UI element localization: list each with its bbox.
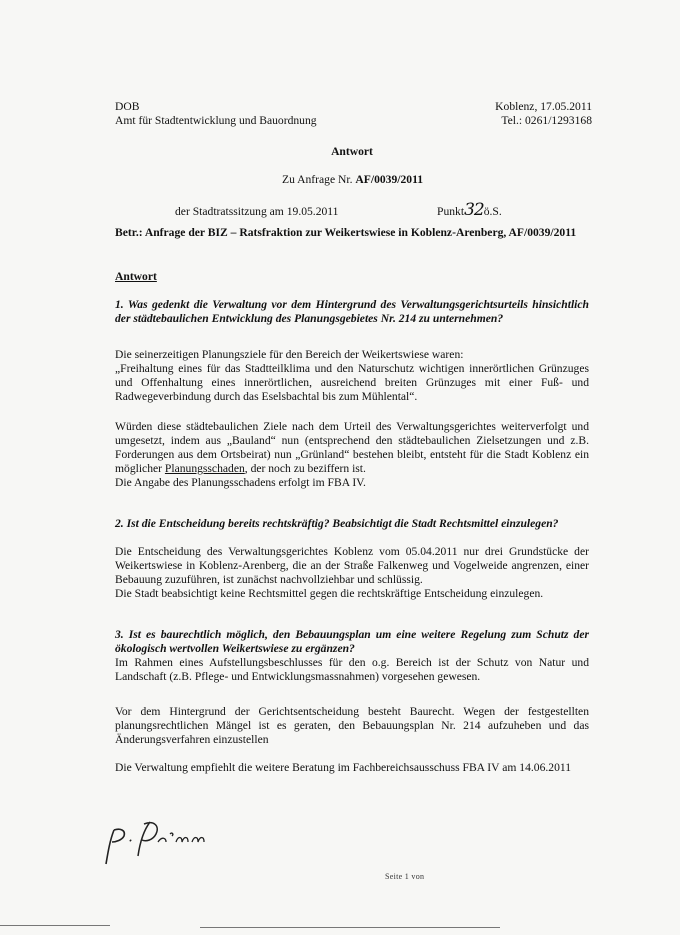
answer-1-goals [115,348,589,404]
agenda-point [437,200,502,220]
point-number-handwritten: 32 [464,200,484,220]
answer-3-protection: Im Rahmen eines Aufstellungsbeschlusses für den o.g. Bereich ist der Schutz von Natur und Landschaft (z.B. Pflege- und Entwicklungsmassnahmen) vorgesehen gewesen. [115,656,589,683]
bottom-edge-line-right [200,927,500,928]
answer-heading: Antwort [115,270,157,283]
question-1: 1. Was gedenkt die Verwaltung vor dem Hintergrund des Verwaltungsgerichtsurteils hinsichtlich der städtebaulichen Entwicklung des Planungsgebietes Nr. 214 zu unternehmen? [115,298,589,325]
answer-2-decision: Die Entscheidung des Verwaltungsgerichtes Koblenz vom 05.04.2011 nur drei Grundstücke der Weikertswiese in Koblenz-Arenberg, die an der Straße Falkenweg und Vogelweide angrenzen, einer Bebauung zuzuführen, ist zunächst nachvollziehbar und schlüssig. [115,545,589,586]
subject-label: Betr.: [115,226,143,239]
place-date: Koblenz, 17.05.2011 [495,100,592,113]
signature [100,812,250,872]
request-prefix: Zu Anfrage Nr. [282,173,356,186]
subject-line [115,226,580,240]
answer-1-quote: „Freihaltung eines für das Stadtteilklima und den Naturschutz wichtigen innerörtlichen Grünzuges und Offenhaltung eines innerörtlichen, ausreichend breiten Grünzuges mit einer Fuß- und Radwegeverbindung durch das Eselsbachtal bis zum Mühlental“. [115,362,589,403]
answer-3-building-rights: Vor dem Hintergrund der Gerichtsentscheidung besteht Baurecht. Wegen der festgestellten planungsrechtlichen Mängel ist es geraten, den Bebauungsplan Nr. 214 aufzuheben und das Änderungsverfahren einzustellen [115,705,589,746]
request-number: AF/0039/2011 [355,173,424,186]
answer-3-recommendation: Die Verwaltung empfiehlt die weitere Beratung im Fachbereichsausschuss FBA IV am 14.06.2011 [115,761,572,774]
question-3: 3. Ist es baurechtlich möglich, den Bebauungsplan um eine weitere Regelung zum Schutz der ökologisch wertvollen Weikertswiese zu ergänzen? [115,628,589,655]
answer-1-term: Planungsschaden [164,462,245,475]
answer-1-text-a: Würden diese städtebaulichen Ziele nach dem Urteil des Verwaltungsgerichtes weiterverfolgt und umgesetzt, indem aus „Bauland“ nun (entsprechend den städtebaulichen Zielsetzungen und z.B. Forderungen aus dem Ortsbeirat) nun „Grünland“ bestehen bleibt, entsteht für die Stadt Koblenz ein möglicher [115,420,589,475]
document-title: Antwort [331,145,373,158]
department-name: Amt für Stadtentwicklung und Bauordnung [115,114,317,127]
subject-text: Anfrage der BIZ – Ratsfraktion zur Weikertswiese in Koblenz-Arenberg, AF/0039/2011 [144,226,577,239]
page-footer: Seite 1 von [385,872,425,881]
answer-1-note: Die Angabe des Planungsschadens erfolgt im FBA IV. [115,476,366,489]
phone-number: Tel.: 0261/1293168 [501,114,592,127]
session-date: der Stadtratssitzung am 19.05.2011 [175,205,339,218]
point-suffix: ö.S. [483,205,502,218]
answer-1-text-b: , der noch zu beziffern ist. [244,462,366,475]
answer-1-lead: Die seinerzeitigen Planungsziele für den Bereich der Weikertswiese waren: [115,348,464,361]
answer-2-appeal: Die Stadt beabsichtigt keine Rechtsmittel gegen die rechtskräftige Entscheidung einzulegen. [115,587,544,600]
bottom-edge-line-left [0,925,110,926]
answer-1-damage [115,420,589,476]
question-2: 2. Ist die Entscheidung bereits rechtskräftig? Beabsichtigt die Stadt Rechtsmittel einzulegen? [115,517,559,530]
point-label: Punkt [437,205,465,218]
request-reference [282,173,423,187]
department-code: DOB [115,100,140,113]
